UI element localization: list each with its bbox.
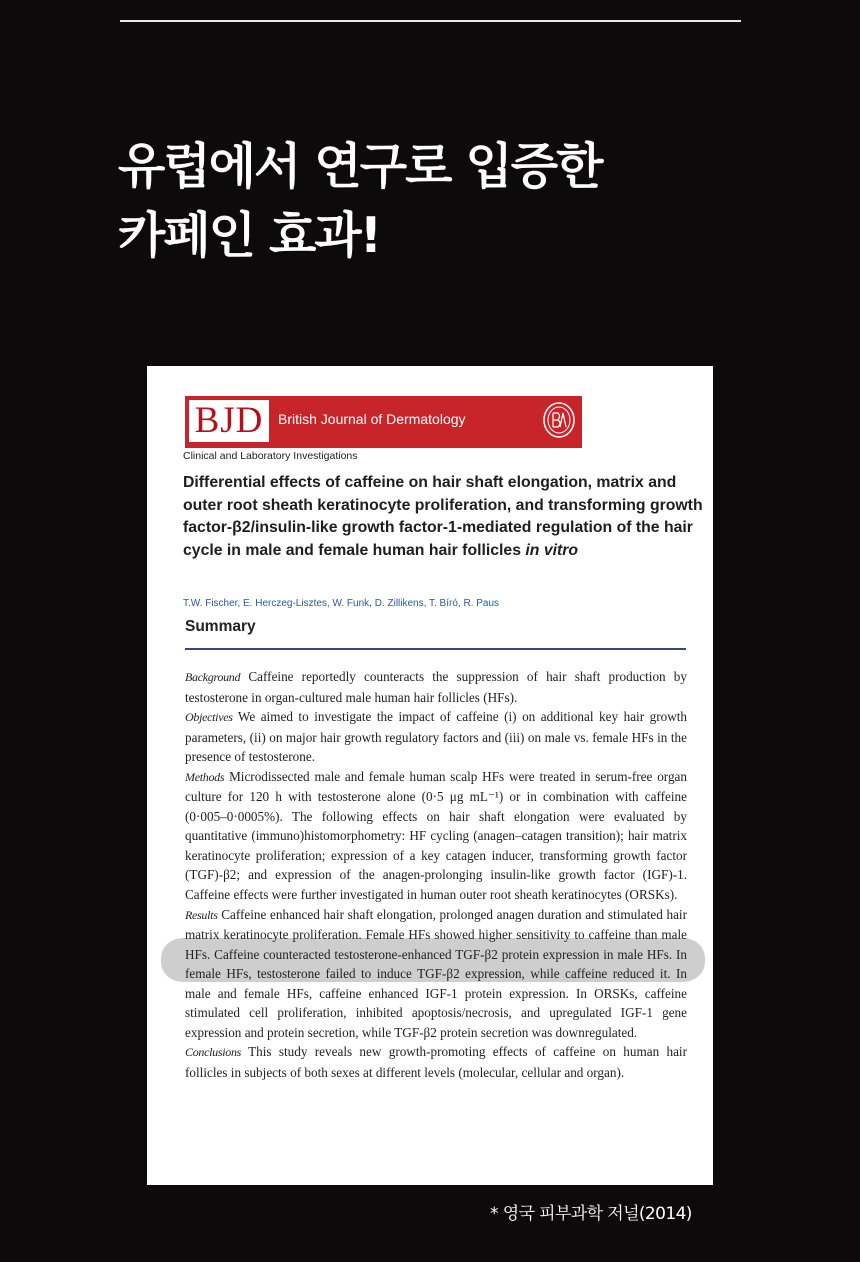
abstract	[185, 667, 687, 1082]
paper-title-main: Differential effects of caffeine on hair shaft elongation, matrix and outer root sheath keratinocyte proliferation, and transforming growth factor-β2/insulin-like growth factor-1-mediated regulation of the hair cycle in male and female human hair follicles	[183, 474, 703, 559]
abstract-results	[185, 905, 687, 1043]
summary-heading: Summary	[185, 618, 256, 635]
bad-seal-icon	[542, 401, 576, 439]
abstract-label: Background	[185, 670, 241, 684]
journal-banner	[185, 396, 582, 448]
abstract-objectives	[185, 707, 687, 767]
abstract-text: Microdissected male and female human scalp HFs were treated in serum-free organ culture for 120 h with testosterone alone (0·5 μg mL⁻¹) or in combination with caffeine (0·005–0·0005%). The following effects on hair shaft elongation were evaluated by quantitative (immuno)histomorphometry: HF cycling (anagen–catagen transition); hair matrix keratinocyte proliferation; expression of a key catagen inducer, transforming growth factor (TGF)-β2; and expression of the anagen-prolonging insulin-like growth factor (IGF)-1. Caffeine effects were further investigated in human outer root sheath keratinocytes (ORSKs).	[185, 768, 687, 903]
paper-title-italic: in vitro	[525, 541, 579, 559]
abstract-text: Caffeine enhanced hair shaft elongation, prolonged anagen duration and stimulated hair matrix keratinocyte proliferation. Female HFs showed higher sensitivity to caffeine than male HFs. Caffeine counteracted testosterone-enhanced TGF-β2 protein expression in male HFs. In female HFs, testosterone failed to induce TGF-β2 expression, while caffeine reduced it. In male and female HFs, caffeine enhanced IGF-1 protein expression. In ORSKs, caffeine stimulated cell proliferation, inhibited apoptosis/necrosis, and upregulated IGF-1 gene expression and protein secretion, while TGF-β2 protein secretion was downregulated.	[185, 906, 687, 1040]
journal-name: British Journal of Dermatology	[278, 411, 466, 427]
journal-paper-image	[147, 366, 713, 1185]
bjd-logo: BJD	[189, 400, 269, 442]
headline	[118, 132, 758, 270]
abstract-conclusions	[185, 1042, 687, 1082]
abstract-text: Caffeine reportedly counteracts the suppression of hair shaft production by testosterone in organ-cultured male human hair follicles (HFs).	[185, 669, 687, 705]
abstract-text: We aimed to investigate the impact of caffeine (i) on additional key hair growth parameters, (ii) on major hair growth regulatory factors and (iii) on male vs. female HFs in the presence of testosterone.	[185, 709, 687, 765]
abstract-label: Results	[185, 907, 218, 922]
abstract-label: Conclusions	[185, 1045, 242, 1060]
author-list: T.W. Fischer, E. Herczeg-Lisztes, W. Funk, D. Zillikens, T. Bíró, R. Paus	[183, 598, 500, 609]
summary-divider	[185, 648, 686, 650]
source-note: * 영국 피부과학 저널(2014)	[490, 1204, 692, 1224]
top-divider	[120, 20, 741, 22]
paper-title	[183, 472, 709, 562]
section-type: Clinical and Laboratory Investigations	[183, 450, 358, 462]
headline-line-2: 카페인 효과!	[118, 207, 381, 264]
headline-line-1: 유럽에서 연구로 입증한	[118, 138, 602, 195]
abstract-text: This study reveals new growth-promoting effects of caffeine on human hair follicles in subjects of both sexes at different levels (molecular, cellular and organ).	[185, 1044, 687, 1080]
abstract-methods	[185, 767, 687, 905]
abstract-label: Objectives	[185, 710, 233, 725]
abstract-background	[185, 667, 687, 707]
abstract-label: Methods	[185, 769, 225, 784]
